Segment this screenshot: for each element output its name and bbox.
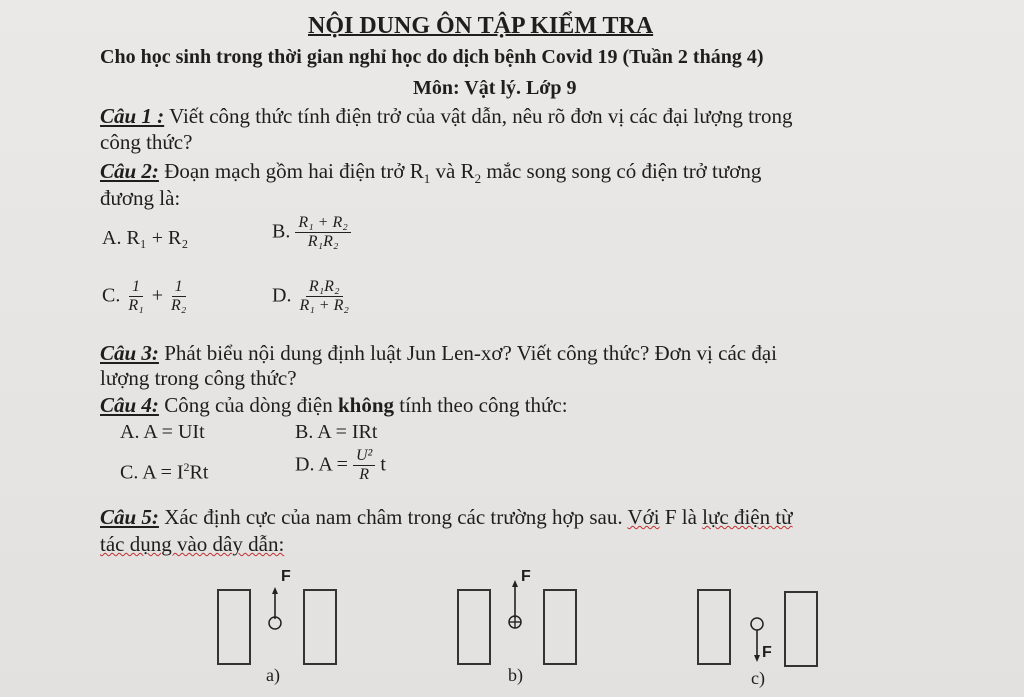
q4-option-d-denominator: R [359, 466, 370, 484]
figure-a-force-label: F [281, 568, 291, 585]
option-c-plus: + [151, 284, 163, 307]
figure-c-magnet-right [784, 591, 818, 667]
question-2-label: Câu 2: [100, 159, 159, 183]
option-d-prefix: D. [272, 284, 292, 307]
question-1-line-2: công thức? [100, 130, 193, 154]
option-c-numerator-1: 1 [129, 278, 143, 297]
question-4-line-1 [100, 393, 568, 418]
question-2-text-b: và R [430, 159, 475, 183]
question-3-text: Phát biểu nội dung định luật Jun Len-xơ? Viết công thức? Đơn vị các đại [164, 341, 777, 365]
question-5-text-a: Xác định cực của nam châm trong các trường hợp sau. [164, 505, 628, 529]
q4-option-d-fraction [353, 447, 375, 485]
question-2-sub-1: 1 [423, 171, 431, 187]
question-4-option-c [120, 460, 208, 485]
option-d-fraction [296, 278, 351, 316]
question-4-option-a: A. A = UIt [120, 421, 205, 443]
q4-option-d-numerator: U² [353, 447, 375, 466]
question-2-text-c: mắc song song có điện trở tương [481, 159, 762, 183]
figure-b-force-label: F [521, 568, 531, 585]
question-2-text-a: Đoạn mạch gồm hai điện trở R [164, 159, 424, 183]
option-c-prefix: C. [102, 284, 121, 307]
question-4-text-b: tính theo công thức: [394, 393, 568, 417]
question-2-line-2: đương là: [100, 186, 181, 210]
question-5-line-2: tác dụng vào dây dẫn: [100, 532, 285, 556]
question-1-label: Câu 1 : [100, 104, 165, 128]
question-2-line-1 [100, 159, 761, 187]
option-c-text-a: C. A = I [120, 461, 184, 484]
option-d-denominator: R₁ + R₂ [299, 297, 349, 315]
question-5-text-b: Với [627, 505, 660, 529]
figure-b-magnet-left [457, 589, 491, 665]
subject-line: Môn: Vật lý. Lớp 9 [413, 77, 577, 99]
q4-option-d-prefix: D. A = [295, 453, 348, 476]
option-c-fraction-2 [168, 278, 189, 316]
option-d-numerator: R₁R₂ [306, 278, 343, 297]
question-2-option-b [272, 214, 351, 252]
option-b-denominator: R₁R₂ [307, 233, 339, 251]
document-subtitle: Cho học sinh trong thời gian nghỉ học do dịch bệnh Covid 19 (Tuần 2 tháng 4) [100, 46, 764, 68]
question-4-label: Câu 4: [100, 393, 159, 417]
figure-a-wire-arrow-icon [262, 585, 288, 635]
question-4-bold-word: không [338, 393, 395, 417]
option-c-superscript: 2 [183, 460, 190, 474]
question-4-option-d [295, 447, 386, 485]
q4-option-d-suffix: t [380, 453, 386, 476]
question-5-label: Câu 5: [100, 505, 159, 529]
question-5-line-1 [100, 505, 793, 530]
option-c-text-b: Rt [189, 461, 209, 484]
figure-a-magnet-right [303, 589, 337, 665]
option-c-numerator-2: 1 [172, 278, 186, 297]
question-1-text: Viết công thức tính điện trở của vật dẫn, nêu rõ đơn vị các đại lượng trong [169, 104, 793, 128]
question-4-text-a: Công của dòng điện [164, 393, 338, 417]
figure-c-magnet-left [697, 589, 731, 665]
option-b-prefix: B. [272, 220, 291, 243]
figure-b-wire-arrow-icon [502, 578, 528, 634]
figure-c-caption: c) [751, 668, 765, 688]
question-5-text-d: lực điện từ [702, 505, 793, 529]
option-c-denominator-1: R₁ [128, 297, 144, 315]
question-3-line-1 [100, 341, 777, 366]
question-4-option-b: B. A = IRt [295, 421, 378, 443]
question-2-option-d [272, 278, 352, 316]
question-2-option-a: A. R₁ + R₂ [102, 227, 189, 249]
figure-a-caption: a) [266, 665, 280, 685]
question-2-option-c [102, 278, 189, 316]
option-b-numerator: R₁ + R₂ [295, 214, 350, 233]
question-5-text-c: F là [659, 505, 703, 529]
option-c-denominator-2: R₂ [170, 297, 187, 315]
figure-b-magnet-right [543, 589, 577, 665]
question-3-line-2: lượng trong công thức? [100, 366, 297, 390]
document-title: NỘI DUNG ÔN TẬP KIỂM TRA [308, 13, 654, 39]
figure-b-caption: b) [508, 665, 523, 685]
option-b-fraction [295, 214, 350, 252]
question-1-line-1 [100, 104, 792, 129]
option-c-fraction-1 [125, 278, 146, 316]
question-3-label: Câu 3: [100, 341, 159, 365]
figure-c-force-label: F [762, 644, 772, 661]
figure-a-magnet-left [217, 589, 251, 665]
question-2-sub-2: 2 [474, 171, 482, 187]
